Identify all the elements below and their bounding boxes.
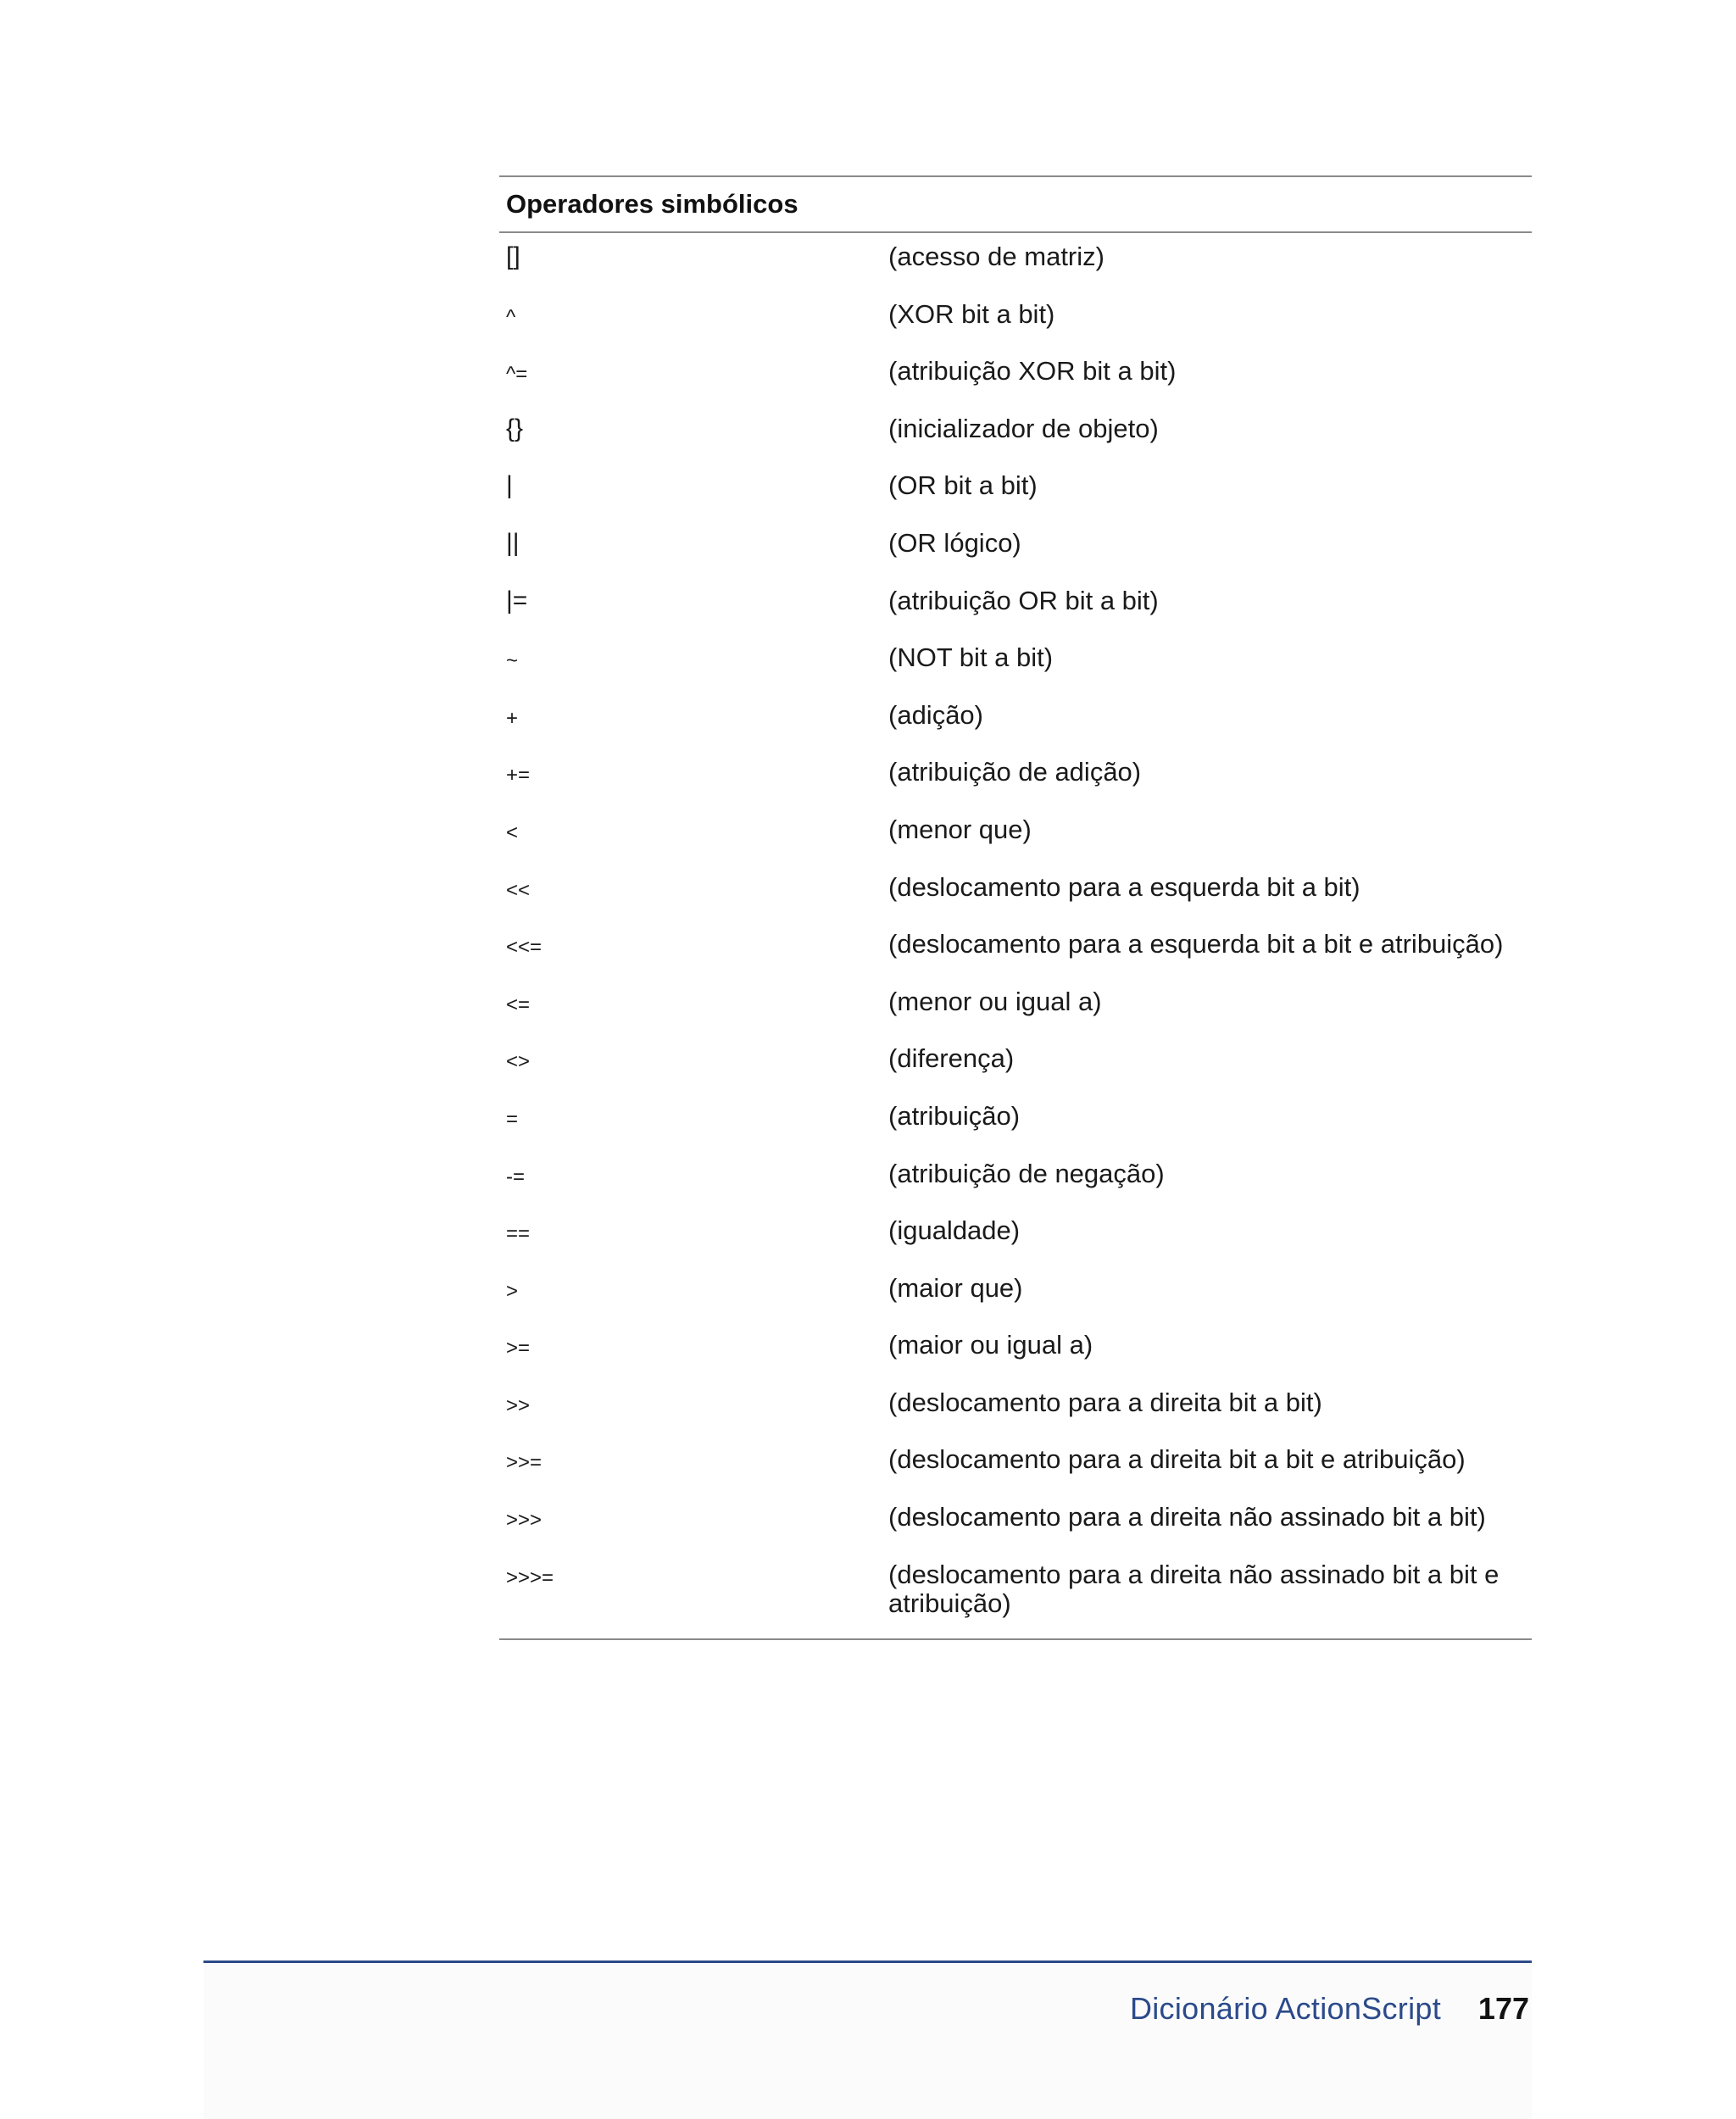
operator-symbol: >>= — [506, 1451, 542, 1475]
operator-description: (inicializador de objeto) — [888, 413, 1159, 443]
operator-description: (acesso de matriz) — [888, 242, 1104, 271]
table-row — [499, 751, 1532, 809]
footer-title: Dicionário ActionScript — [1129, 1991, 1441, 2026]
operator-description: (XOR bit a bit) — [888, 298, 1055, 329]
footer-background — [203, 1963, 1532, 2119]
operator-description: (deslocamento para a direita não assinado bit a bit) — [888, 1502, 1486, 1532]
table-row — [499, 809, 1532, 866]
table-row — [499, 1037, 1532, 1095]
operator-symbol: ~ — [506, 649, 519, 673]
table-body — [499, 233, 1532, 1638]
operator-symbol: |= — [506, 586, 528, 615]
table-header: Operadores simbólicos — [499, 177, 1532, 233]
operator-symbol: >>> — [506, 1509, 542, 1532]
operator-description: (maior que) — [888, 1272, 1023, 1303]
operator-symbol: || — [506, 528, 520, 557]
operator-symbol: <= — [506, 993, 531, 1016]
operator-description: (adição) — [888, 699, 983, 730]
page-number: 177 — [1477, 1991, 1529, 2026]
table-row — [499, 866, 1532, 924]
table-row — [499, 1382, 1532, 1439]
operator-symbol: += — [506, 764, 531, 787]
table-row — [499, 923, 1532, 981]
table-row — [499, 522, 1532, 580]
operator-symbol: << — [506, 878, 531, 902]
operator-description: (igualdade) — [888, 1215, 1021, 1246]
operator-symbol: >> — [506, 1393, 531, 1417]
operator-symbol: {} — [506, 414, 524, 442]
operator-symbol: <<= — [506, 936, 542, 959]
operator-description: (OR lógico) — [888, 527, 1021, 558]
table-row — [499, 236, 1532, 293]
table-row — [499, 350, 1532, 408]
operator-description: (deslocamento para a direita bit a bit e atribuição) — [888, 1444, 1466, 1475]
operator-symbol: < — [506, 820, 519, 844]
table-row — [499, 1438, 1532, 1496]
table-row — [499, 1324, 1532, 1382]
operators-table — [499, 175, 1532, 1640]
operator-symbol: >>>= — [506, 1566, 554, 1589]
table-row — [499, 694, 1532, 752]
table-row — [499, 408, 1532, 465]
operator-symbol: > — [506, 1279, 519, 1303]
table-row — [499, 637, 1532, 694]
table-row — [499, 1095, 1532, 1153]
operator-description: (atribuição de negação) — [888, 1158, 1165, 1188]
operator-description: (NOT bit a bit) — [888, 642, 1054, 673]
operator-symbol: ^ — [506, 305, 516, 329]
operator-description: (atribuição de adição) — [888, 757, 1142, 787]
table-row — [499, 1267, 1532, 1325]
operator-symbol: | — [506, 471, 513, 500]
table-row — [499, 1153, 1532, 1210]
footer-rule — [203, 1960, 1532, 1963]
operator-description: (atribuição) — [888, 1100, 1021, 1131]
operator-description: (deslocamento para a esquerda bit a bit e atribuição) — [888, 929, 1504, 959]
operator-description: (menor ou igual a) — [888, 986, 1102, 1016]
operator-symbol: ^= — [506, 363, 528, 387]
operator-symbol: = — [506, 1107, 519, 1131]
operator-description: (deslocamento para a direita não assinado bit a bit e atribuição) — [888, 1559, 1500, 1618]
operator-description: (deslocamento para a esquerda bit a bit) — [888, 871, 1360, 902]
operator-symbol: [] — [506, 242, 520, 270]
operator-description: (OR bit a bit) — [888, 470, 1038, 501]
table-row — [499, 1210, 1532, 1267]
table-row — [499, 981, 1532, 1038]
table-row — [499, 1554, 1532, 1628]
table-row — [499, 580, 1532, 637]
operator-symbol: == — [506, 1222, 531, 1246]
operator-symbol: -= — [506, 1165, 526, 1188]
operator-description: (atribuição OR bit a bit) — [888, 585, 1159, 615]
operator-symbol: >= — [506, 1337, 531, 1360]
table-row — [499, 1496, 1532, 1554]
operator-symbol: <> — [506, 1050, 531, 1074]
operator-description: (diferença) — [888, 1043, 1015, 1074]
table-row — [499, 293, 1532, 351]
operator-description: (maior ou igual a) — [888, 1330, 1093, 1360]
operator-symbol: + — [506, 706, 519, 730]
table-row — [499, 464, 1532, 522]
operator-description: (deslocamento para a direita bit a bit) — [888, 1387, 1322, 1417]
operator-description: (atribuição XOR bit a bit) — [888, 356, 1177, 387]
operator-description: (menor que) — [888, 814, 1032, 844]
